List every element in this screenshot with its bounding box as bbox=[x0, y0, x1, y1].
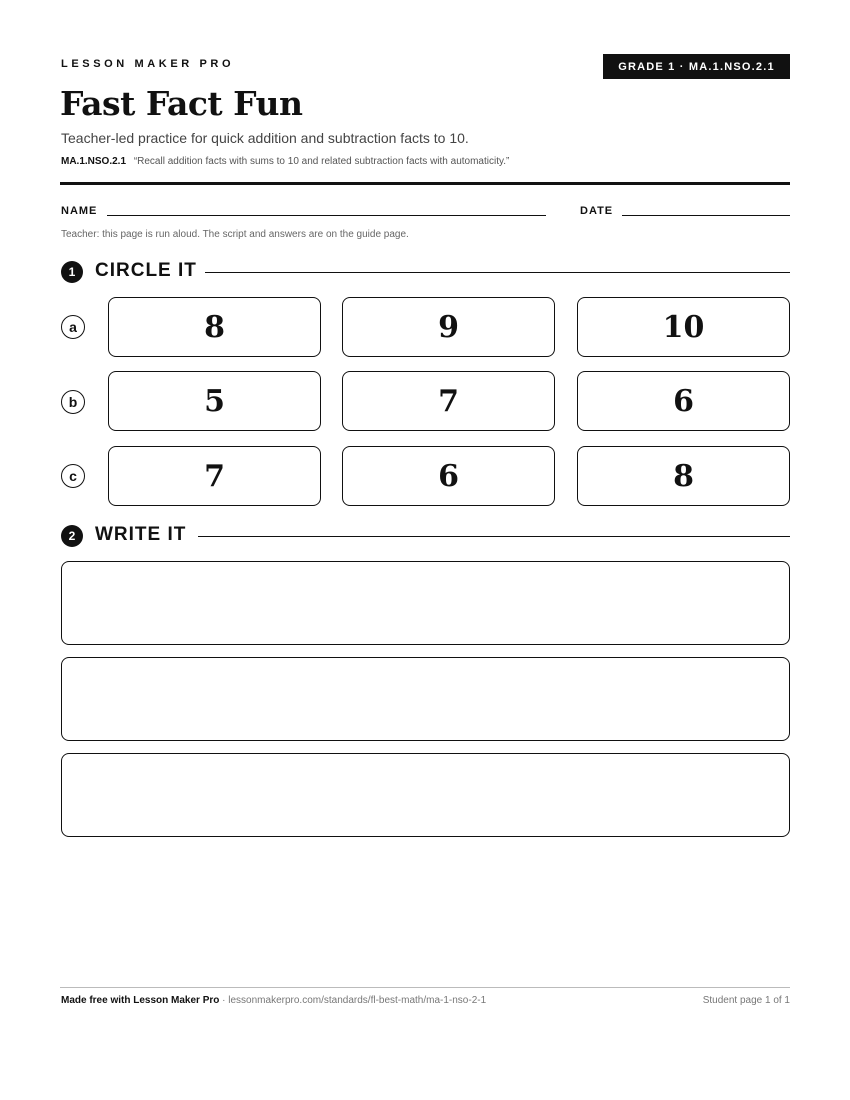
number-card[interactable]: 10 bbox=[577, 297, 790, 357]
number-card[interactable]: 5 bbox=[108, 371, 321, 431]
name-field[interactable] bbox=[107, 215, 546, 216]
section-2-title: WRITE IT bbox=[95, 524, 187, 545]
date-field[interactable] bbox=[622, 215, 790, 216]
standard-code: MA.1.NSO.2.1 bbox=[61, 156, 127, 167]
brand-name: LESSON MAKER PRO bbox=[61, 58, 235, 70]
row-label-a: a bbox=[61, 315, 85, 339]
section-1-title: CIRCLE IT bbox=[95, 260, 197, 281]
row-label-b: b bbox=[61, 390, 85, 414]
header-divider bbox=[60, 182, 790, 185]
number-card[interactable]: 7 bbox=[342, 371, 555, 431]
page-title: Fast Fact Fun bbox=[60, 84, 303, 123]
footer-page-label: Student page 1 of 1 bbox=[702, 995, 790, 1006]
footer-made-with: Made free with Lesson Maker Pro bbox=[61, 995, 220, 1006]
date-label: DATE bbox=[580, 205, 614, 217]
footer-divider bbox=[60, 987, 790, 988]
number-card[interactable]: 6 bbox=[342, 446, 555, 506]
standard-text: “Recall addition facts with sums to 10 and related subtraction facts with automaticity.” bbox=[133, 156, 510, 167]
grade-badge: GRADE 1 · MA.1.NSO.2.1 bbox=[603, 54, 790, 79]
write-answer-box-3[interactable] bbox=[61, 753, 790, 837]
section-1-number: 1 bbox=[61, 261, 83, 283]
number-card[interactable]: 7 bbox=[108, 446, 321, 506]
section-2-rule bbox=[198, 536, 790, 537]
footer-credit bbox=[61, 995, 486, 1006]
number-card[interactable]: 6 bbox=[577, 371, 790, 431]
write-answer-box-2[interactable] bbox=[61, 657, 790, 741]
teacher-note: Teacher: this page is run aloud. The script and answers are on the guide page. bbox=[61, 229, 409, 240]
number-card[interactable]: 9 bbox=[342, 297, 555, 357]
section-1-rule bbox=[205, 272, 790, 273]
name-label: NAME bbox=[61, 205, 98, 217]
write-answer-box-1[interactable] bbox=[61, 561, 790, 645]
section-2-number: 2 bbox=[61, 525, 83, 547]
number-card[interactable]: 8 bbox=[577, 446, 790, 506]
page-subtitle: Teacher-led practice for quick addition and subtraction facts to 10. bbox=[61, 130, 469, 146]
number-card[interactable]: 8 bbox=[108, 297, 321, 357]
footer-url[interactable]: · lessonmakerpro.com/standards/fl-best-math/ma-1-nso-2-1 bbox=[219, 995, 487, 1006]
row-label-c: c bbox=[61, 464, 85, 488]
standard-line bbox=[61, 156, 509, 167]
